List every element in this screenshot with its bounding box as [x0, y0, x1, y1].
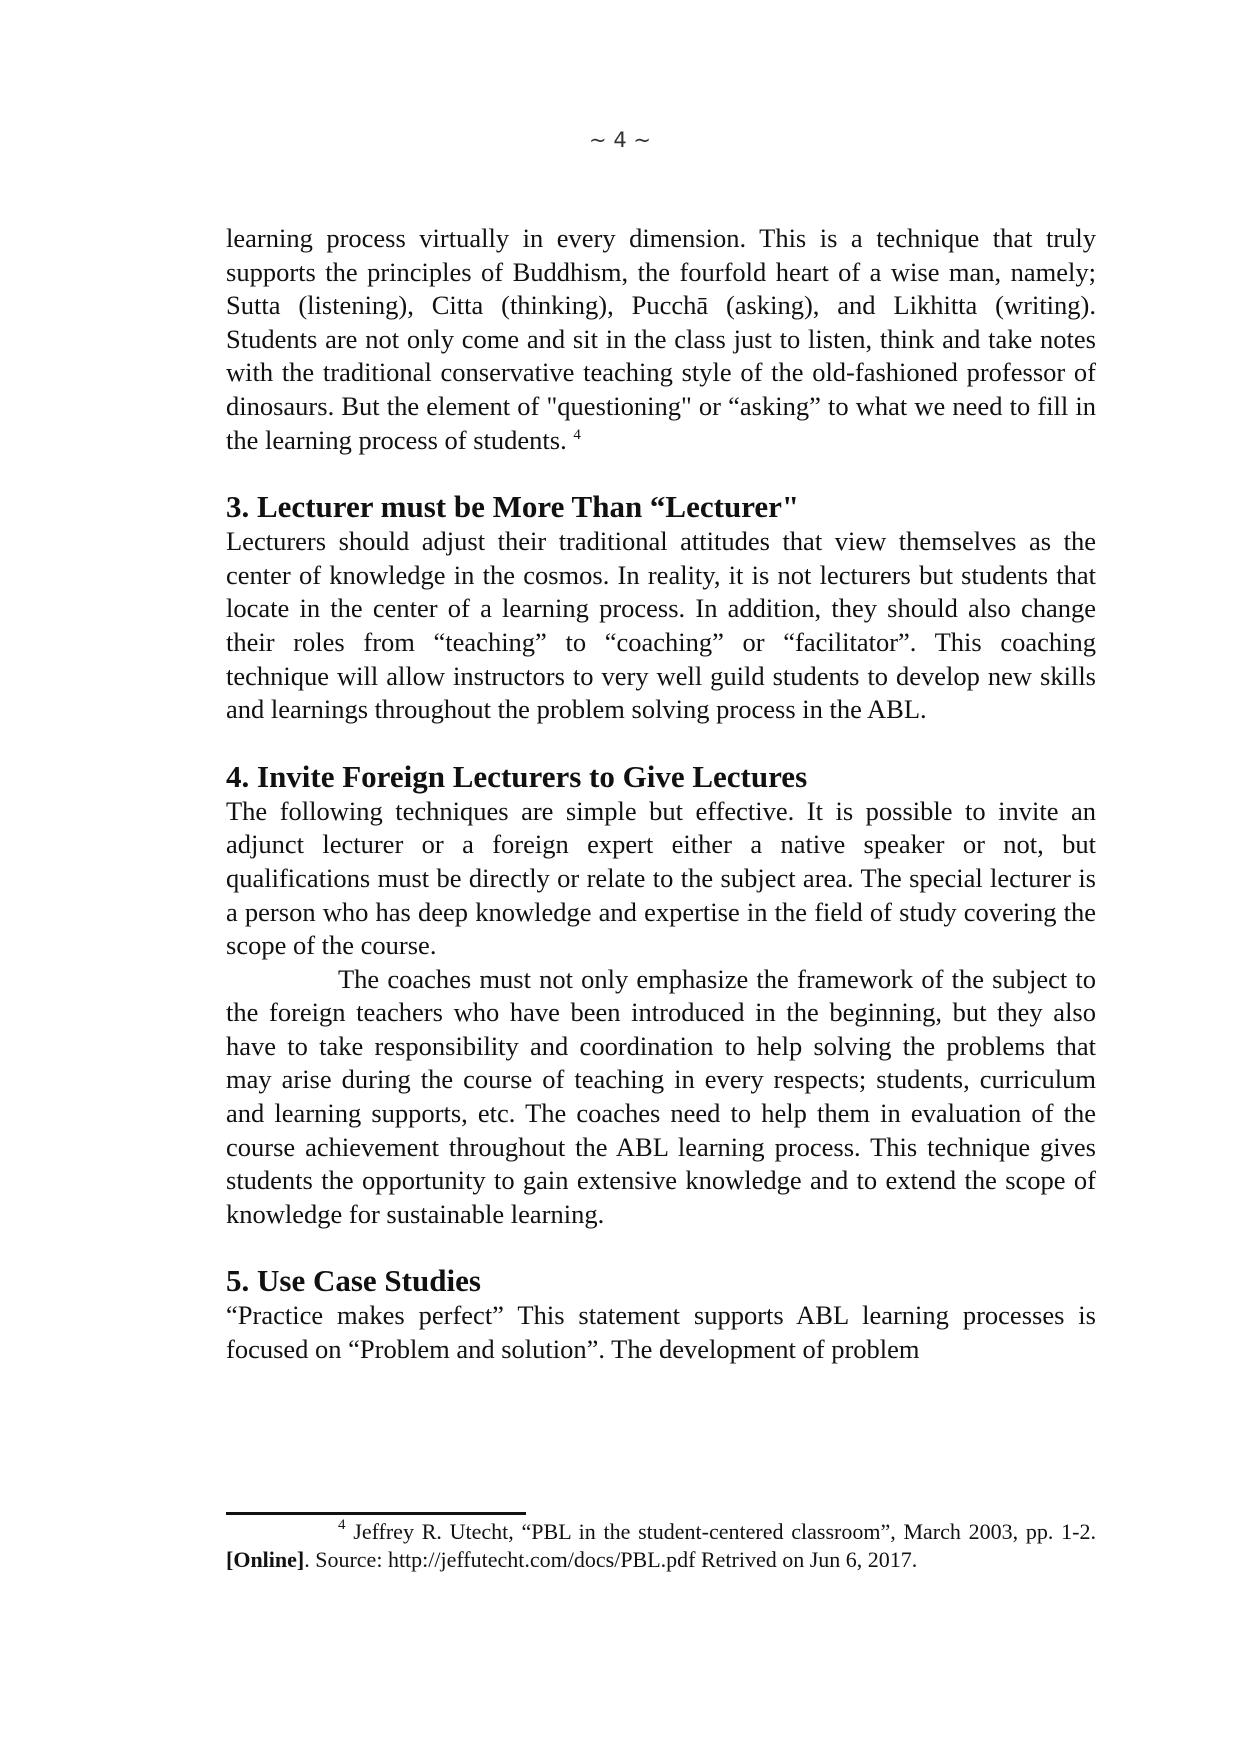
- page-number: ~ 4 ~: [589, 128, 651, 152]
- footnote-citation: Jeffrey R. Utecht, “PBL in the student-centered classroom”, March 2003, pp. 1-2.: [353, 1519, 1097, 1544]
- intro-paragraph: [226, 222, 1096, 457]
- section-heading: 5. Use Case Studies: [226, 1263, 481, 1299]
- footnote-number: 4: [338, 1517, 346, 1533]
- section-use-case-studies: [226, 1263, 1096, 1366]
- section-heading: 3. Lecturer must be More Than “Lecturer": [226, 489, 800, 525]
- footnote-online-label: [Online]: [226, 1547, 305, 1572]
- section-paragraph: “Practice makes perfect” This statement supports ABL learning processes is focused on “Problem and solution”. The development of problem: [226, 1300, 1096, 1365]
- footnote: [226, 1518, 1096, 1574]
- section-invite-foreign-lecturers: [226, 759, 1096, 1232]
- intro-paragraph-text: learning process virtually in every dimension. This is a technique that truly supports the principles of Buddhism, the fourfold heart of a wise man, namely; Sutta (listening), Citta (thinking), Pucchā (asking), and Likhitta (writing). Students are not only come and sit in the class just to listen, think and take notes with the traditional conservative teaching style of the old-fashioned professor of dinosaurs. But the element of "questioning" or “asking” to what we need to fill in the learning process of students.: [226, 223, 1096, 455]
- footnote-reference: 4: [573, 426, 581, 443]
- document-body: [226, 222, 1096, 1367]
- section-paragraph: The following techniques are simple but effective. It is possible to invite an adjunct lecturer or a foreign expert either a native speaker or not, but qualifications must be directly or relate to the subject area. The special lecturer is a person who has deep knowledge and expertise in the field of study covering the scope of the course.: [226, 795, 1096, 961]
- footnote-source: . Source: http://jeffutecht.com/docs/PBL.pdf Retrived on Jun 6, 2017.: [304, 1547, 918, 1572]
- footnote-divider: [226, 1512, 526, 1515]
- section-heading: 4. Invite Foreign Lecturers to Give Lectures: [226, 758, 808, 794]
- section-lecturer-more-than-lecturer: [226, 489, 1096, 727]
- section-paragraph: The coaches must not only emphasize the framework of the subject to the foreign teachers who have been introduced in the beginning, but they also have to take responsibility and coordination to help solving the problems that may arise during the course of teaching in every respects; students, curriculum and learning supports, etc. The coaches need to help them in evaluation of the course achievement throughout the ABL learning process. This technique gives students the opportunity to gain extensive knowledge and to extend the scope of knowledge for sustainable learning.: [226, 963, 1096, 1229]
- section-paragraph: Lecturers should adjust their traditional attitudes that view themselves as the center of knowledge in the cosmos. In reality, it is not lecturers but students that locate in the center of a learning process. In addition, they should also change their roles from “teaching” to “coaching” or “facilitator”. This coaching technique will allow instructors to very well guild students to develop new skills and learnings throughout the problem solving process in the ABL.: [226, 526, 1096, 725]
